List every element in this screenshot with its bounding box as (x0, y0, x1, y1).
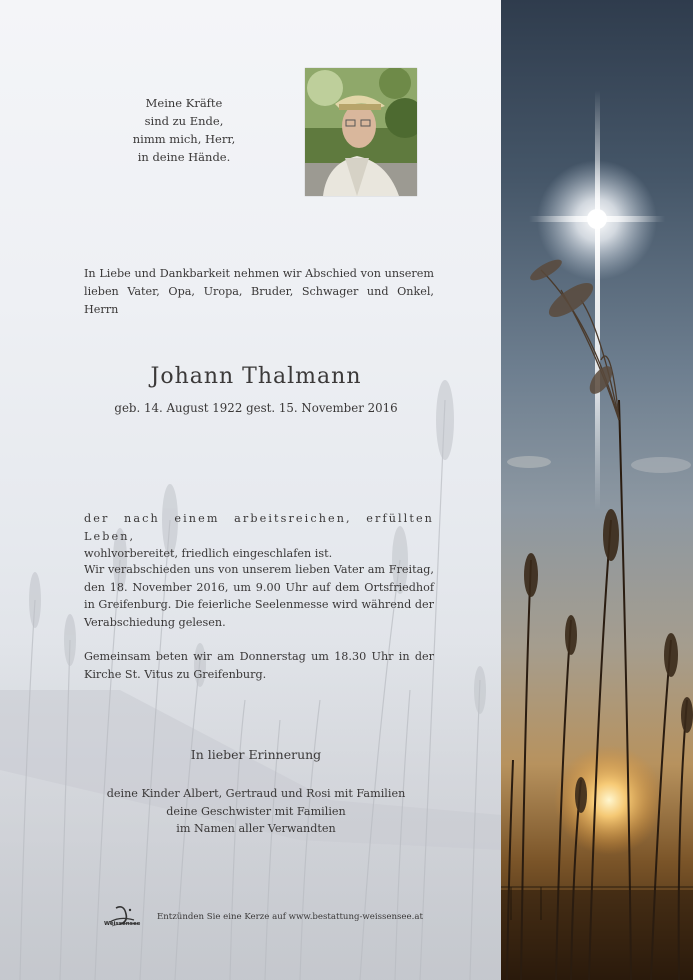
verse-line: in deine Hände. (137, 150, 231, 164)
intro-text: In Liebe und Dankbarkeit nehmen wir Abschied von unserem lieben Vater, Opa, Uropa, Bruder, Schwager und Onkel, Herrn (84, 267, 434, 316)
verse-line: Meine Kräfte (145, 96, 223, 110)
portrait-photo (305, 68, 417, 196)
deceased-name: Johann Thalmann (150, 364, 362, 389)
signoff-line: deine Geschwister mit Familien (166, 804, 346, 818)
signoff (0, 785, 501, 838)
memory-title: In lieber Erinnerung (190, 747, 322, 762)
logo-text: Weissensee (104, 921, 141, 927)
life-line: wohlvorbereitet, friedlich eingeschlafen ist. (84, 547, 333, 561)
life-paragraph (84, 510, 434, 563)
verse-line: sind zu Ende, (144, 114, 224, 128)
prayer-paragraph: Gemeinsam beten wir am Donnerstag um 18.30 Uhr in der Kirche St. Vitus zu Greifenburg. (84, 650, 434, 681)
footer (104, 904, 434, 930)
farewell-paragraph: Wir verabschieden uns von unserem lieben Vater am Freitag, den 18. November 2016, um 9.00 Uhr auf dem Ortsfriedhof in Greifenburg. Die feierliche Seelenmesse wird während der Verabschiedung gelesen. (84, 563, 434, 629)
signoff-line: deine Kinder Albert, Gertraud und Rosi mit Familien (106, 787, 406, 800)
life-dates: geb. 14. August 1922 gest. 15. November 2016 (114, 401, 398, 415)
candle-link-text[interactable]: Entzünden Sie eine Kerze auf www.bestattung-weissensee.at (157, 912, 423, 922)
life-line: der nach einem arbeitsreichen, erfüllten Leben, (84, 512, 434, 543)
verse-line: nimm mich, Herr, (132, 132, 236, 146)
sunset-cross-image (501, 0, 693, 980)
signoff-line: im Namen aller Verwandten (176, 822, 336, 835)
sunset-reed-scene (501, 0, 693, 980)
verse (120, 94, 248, 166)
